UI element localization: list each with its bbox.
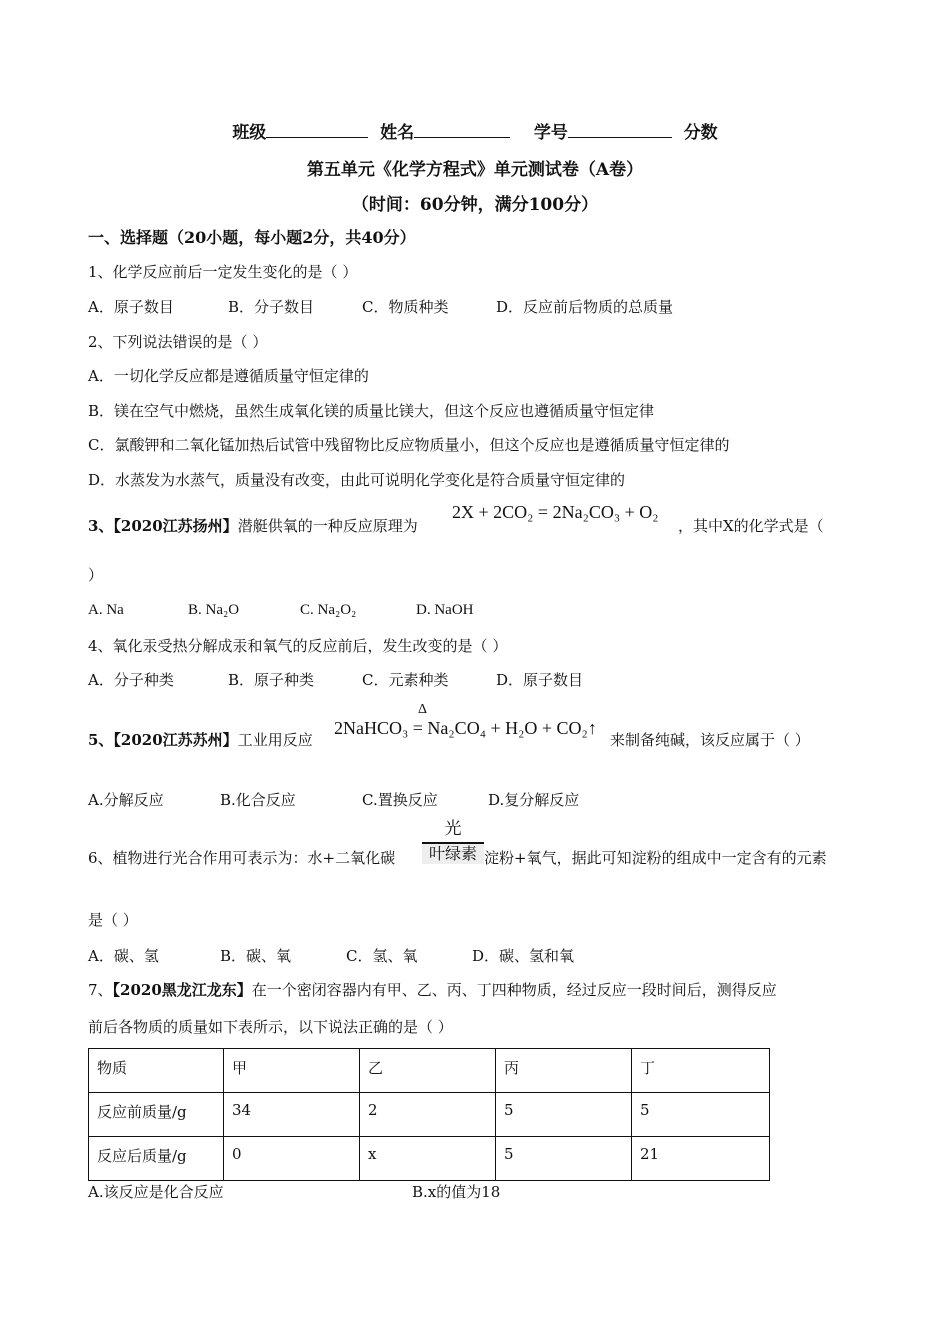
q5-option-c[interactable]: C.置换反应	[362, 791, 438, 809]
table-row	[89, 1093, 770, 1137]
class-blank[interactable]	[266, 121, 368, 138]
q5-stem-after: 来制备纯碱，该反应属于（ ）	[610, 731, 810, 749]
table-cell: 5	[496, 1093, 632, 1137]
table-cell: 反应后质量/g	[89, 1137, 224, 1181]
q5-stem-before: 工业用反应	[237, 731, 313, 749]
q6-option-a[interactable]: A．碳、氢	[88, 947, 159, 965]
q5-tag: 5、【2020江苏苏州】	[88, 731, 238, 749]
q4-stem: 4、氧化汞受热分解成汞和氧气的反应前后，发生改变的是（ ）	[88, 637, 508, 655]
table-header-row	[89, 1049, 770, 1093]
q3-stem-before: 潜艇供氧的一种反应原理为	[237, 517, 418, 535]
table-cell: x	[360, 1137, 496, 1181]
q7-stem	[88, 980, 777, 1000]
q6-options	[88, 946, 574, 966]
q1-options	[88, 297, 673, 317]
q6-stem-after: 淀粉+氧气，据此可知淀粉的组成中一定含有的元素	[484, 849, 827, 867]
q3-option-d[interactable]: D. NaOH	[416, 602, 474, 618]
q4-option-a[interactable]: A．分子种类	[88, 671, 174, 689]
q1-option-c[interactable]: C．物质种类	[362, 298, 449, 316]
q4-option-b[interactable]: B．原子种类	[228, 671, 315, 689]
q5-option-a[interactable]: A.分解反应	[88, 791, 164, 809]
q2-stem: 2、下列说法错误的是（ ）	[88, 333, 268, 351]
table-header-cell: 甲	[224, 1049, 360, 1093]
q5-options	[88, 790, 579, 810]
class-label: 班级	[232, 123, 267, 143]
q4-option-c[interactable]: C．元素种类	[362, 671, 449, 689]
q5-option-b[interactable]: B.化合反应	[220, 791, 296, 809]
q6-condition-top: 光	[444, 819, 462, 839]
q6-condition-box	[422, 818, 484, 866]
q5-option-d[interactable]: D.复分解反应	[488, 791, 580, 809]
q6-stem-before: 6、植物进行光合作用可表示为：水+二氧化碳	[88, 849, 396, 867]
table-cell: 0	[224, 1137, 360, 1181]
q7-tag: 【2020黑龙江龙东】	[112, 981, 252, 999]
q5-stem	[88, 730, 313, 750]
table-cell: 21	[632, 1137, 770, 1181]
q3-option-b[interactable]: B. Na₂O	[188, 602, 240, 618]
q3-stem	[88, 516, 418, 536]
q6-option-d[interactable]: D．碳、氢和氧	[472, 947, 575, 965]
q7-option-a[interactable]: A.该反应是化合反应	[88, 1183, 224, 1201]
q2-option-b[interactable]: B．镁在空气中燃烧，虽然生成氧化镁的质量比镁大，但这个反应也遵循质量守恒定律	[88, 402, 655, 420]
section-title: 一、选择题（20小题，每小题2分，共40分）	[88, 228, 416, 247]
student-info-line	[0, 118, 950, 143]
q3-tag: 3、【2020江苏扬州】	[88, 517, 238, 535]
table-cell: 5	[496, 1137, 632, 1181]
q5-equation: 2NaHCO₃ = Na₂CO₄ + H₂O + CO₂↑	[334, 718, 597, 738]
q3-option-c[interactable]: C. Na₂O₂	[300, 602, 357, 618]
mass-table	[88, 1048, 770, 1181]
q3-option-a[interactable]: A. Na	[88, 602, 124, 618]
score-label: 分数	[683, 123, 718, 143]
name-label: 姓名	[380, 123, 415, 143]
q6-option-b[interactable]: B．碳、氧	[220, 947, 292, 965]
q1-option-b[interactable]: B．分子数目	[228, 298, 315, 316]
q2-option-c[interactable]: C．氯酸钾和二氧化锰加热后试管中残留物比反应物质量小，但这个反应也是遵循质量守恒定律的	[88, 436, 730, 454]
q1-option-a[interactable]: A．原子数目	[88, 298, 174, 316]
q2-option-d[interactable]: D．水蒸发为水蒸气，质量没有改变，由此可说明化学变化是符合质量守恒定律的	[88, 471, 626, 489]
name-blank[interactable]	[414, 121, 510, 138]
q7-stem-line2: 前后各物质的质量如下表所示，以下说法正确的是（ ）	[88, 1018, 453, 1036]
q3-options	[88, 600, 474, 620]
q2-option-a[interactable]: A．一切化学反应都是遵循质量守恒定律的	[88, 367, 369, 385]
q1-stem: 1、化学反应前后一定发生变化的是（ ）	[88, 263, 358, 281]
table-row	[89, 1137, 770, 1181]
q3-close: ）	[88, 566, 104, 584]
q6-option-c[interactable]: C．氢、氧	[346, 947, 418, 965]
q7-options	[88, 1182, 500, 1202]
q5-condition: Δ	[418, 702, 428, 717]
student-id-blank[interactable]	[568, 121, 672, 138]
q7-prefix: 7、	[88, 981, 113, 999]
q6-condition-bottom: 叶绿素	[422, 844, 484, 864]
page-subtitle: （时间：60分钟，满分100分）	[351, 195, 599, 215]
table-cell: 2	[360, 1093, 496, 1137]
q1-option-d[interactable]: D．反应前后物质的总质量	[496, 298, 674, 316]
q4-options	[88, 670, 583, 690]
table-cell: 反应前质量/g	[89, 1093, 224, 1137]
table-header-cell: 物质	[89, 1049, 224, 1093]
q7-stem-line1: 在一个密闭容器内有甲、乙、丙、丁四种物质，经过反应一段时间后，测得反应	[251, 981, 777, 999]
q3-equation: 2X + 2CO₂ = 2Na₂CO₃ + O₂	[452, 502, 659, 522]
page-title: 第五单元《化学方程式》单元测试卷（A卷）	[306, 160, 644, 180]
table-header-cell: 乙	[360, 1049, 496, 1093]
q3-stem-after: ，其中X的化学式是（	[678, 517, 824, 535]
q7-option-b[interactable]: B.x的值为18	[412, 1183, 501, 1201]
q6-stem-line2: 是（ ）	[88, 911, 138, 929]
q4-option-d[interactable]: D．原子数目	[496, 671, 584, 689]
student-id-label: 学号	[533, 123, 568, 143]
table-cell: 34	[224, 1093, 360, 1137]
table-cell: 5	[632, 1093, 770, 1137]
table-header-cell: 丙	[496, 1049, 632, 1093]
table-header-cell: 丁	[632, 1049, 770, 1093]
